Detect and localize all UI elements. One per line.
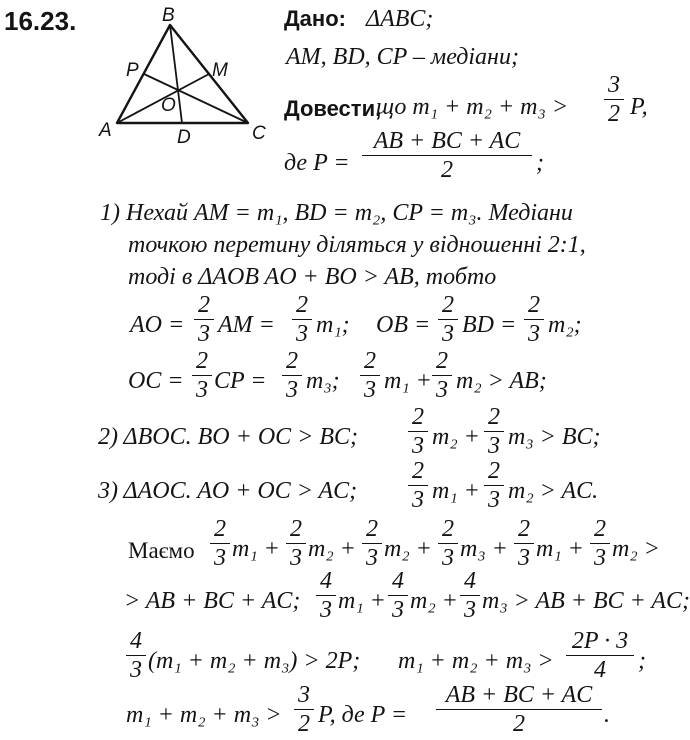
row2-m3: m₃ > AB + BC + AC;: [482, 588, 690, 614]
eq-m1-plus: m₁ +: [384, 368, 432, 394]
frac-4-3: 4 3: [316, 568, 336, 623]
frac-2-3: 2 3: [360, 348, 380, 403]
sum-m1b: m₁ +: [536, 536, 584, 562]
row2-m1: m₁ +: [338, 588, 386, 614]
step1-line3: тоді в ΔAOB AO + BO > AB, тобто: [128, 264, 497, 290]
step2-m2: m₂ +: [432, 424, 480, 450]
medians-line: AM, BD, CP – медіани;: [286, 44, 519, 70]
frac-2-3: 2 3: [432, 348, 452, 403]
row3-ineq: m₁ + m₂ + m₃ >: [398, 648, 554, 674]
frac-2p3-4: 2P · 3 4: [566, 628, 634, 683]
frac-2-3: 2 3: [282, 348, 302, 403]
frac-2-3: 2 3: [484, 458, 504, 513]
frac-3-2: 3 2: [294, 682, 314, 737]
prove-label: Довести,: [284, 96, 382, 121]
step3-m1: m₁ +: [432, 478, 480, 504]
sum-m3: m₃ +: [460, 536, 508, 562]
eq-m2: m₂;: [548, 312, 582, 338]
eq-ob: OB =: [376, 312, 431, 338]
row2-m2: m₂ +: [410, 588, 458, 614]
triangle-figure: [95, 5, 275, 150]
given-triangle: ΔABC;: [366, 6, 434, 32]
frac-2-3: 2 3: [194, 292, 214, 347]
frac-2-3: 2 3: [210, 516, 230, 571]
frac-4-3: 4 3: [388, 568, 408, 623]
step2-text: 2) ΔBOC. BO + OC > BC;: [98, 424, 359, 450]
row3-end: ;: [638, 648, 646, 674]
step2-m3: m₃ > BC;: [508, 424, 601, 450]
frac-2-3: 2 3: [292, 292, 312, 347]
eq-ao: AO =: [130, 312, 185, 338]
row3-sum: (m₁ + m₂ + m₃) > 2P;: [148, 648, 361, 674]
eq-m1: m₁;: [316, 312, 350, 338]
label-d: D: [177, 127, 191, 148]
eq-cp: CP =: [214, 368, 267, 394]
given-label: Дано:: [284, 6, 346, 31]
sum-m2c: m₂ >: [612, 536, 660, 562]
have-label: Маємо: [128, 538, 195, 563]
label-a: A: [99, 120, 112, 141]
sum-m2: m₂ +: [308, 536, 356, 562]
prove-fraction: 3 2: [604, 72, 624, 127]
frac-2-3: 2 3: [286, 516, 306, 571]
eq-oc: OC =: [128, 368, 184, 394]
eq-am: AM =: [218, 312, 275, 338]
label-m: M: [212, 60, 228, 81]
prove-text: що m₁ + m₂ + m₃ >: [376, 94, 569, 120]
row4-end: .: [604, 702, 610, 728]
frac-2-3: 2 3: [192, 348, 212, 403]
frac-2-3: 2 3: [514, 516, 534, 571]
sum-m2b: m₂ +: [384, 536, 432, 562]
frac-2-3: 2 3: [408, 458, 428, 513]
where-label: де P =: [284, 150, 350, 176]
frac-2-3: 2 3: [362, 516, 382, 571]
row2-start: > AB + BC + AC;: [124, 588, 301, 614]
problem-number: 16.23.: [4, 6, 77, 36]
frac-2-3: 2 3: [484, 404, 504, 459]
sum-m1: m₁ +: [232, 536, 280, 562]
step3-text: 3) ΔAOC. AO + OC > AC;: [98, 478, 358, 504]
label-c: C: [252, 123, 266, 144]
label-o: O: [161, 95, 176, 116]
label-p: P: [126, 60, 139, 81]
frac-2-3: 2 3: [524, 292, 544, 347]
step1-line2: точкою перетину діляться у відношенні 2:1,: [128, 232, 586, 258]
frac-2-3: 2 3: [590, 516, 610, 571]
step3-m2: m₂ > AC.: [508, 478, 599, 504]
frac-4-3: 4 3: [460, 568, 480, 623]
frac-perimeter: AB + BC + AC 2: [436, 682, 602, 737]
prove-end: P,: [630, 94, 648, 120]
where-fraction: AB + BC + AC 2: [362, 128, 532, 183]
step1-line1: 1) Нехай AM = m₁, BD = m₂, CP = m₃. Медіани: [100, 200, 573, 226]
frac-2-3: 2 3: [438, 516, 458, 571]
frac-2-3: 2 3: [408, 404, 428, 459]
frac-4-3: 4 3: [126, 628, 146, 683]
where-end: ;: [536, 150, 544, 176]
row4-ineq: m₁ + m₂ + m₃ >: [126, 702, 282, 728]
frac-2-3: 2 3: [438, 292, 458, 347]
eq-m3: m₃;: [306, 368, 340, 394]
label-b: B: [162, 5, 175, 26]
row4-where: P, де P =: [318, 702, 408, 728]
eq-bd: BD =: [462, 312, 517, 338]
eq-m2-ab: m₂ > AB;: [456, 368, 547, 394]
